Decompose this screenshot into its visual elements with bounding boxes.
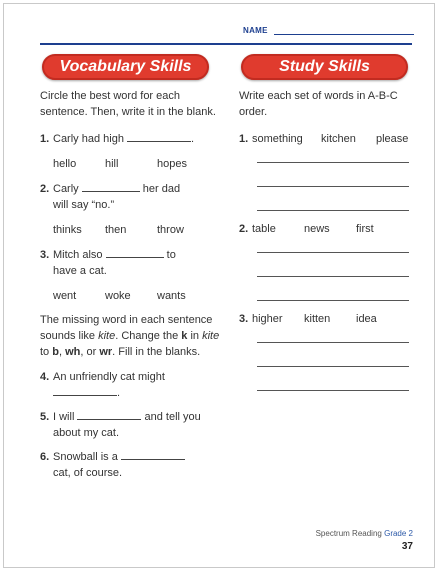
study-column xyxy=(239,88,414,391)
question-text: Snowball is a xyxy=(53,451,118,463)
vocab-question-2 xyxy=(40,181,220,213)
question-text-line2: will say “no.” xyxy=(53,199,115,211)
abc-word: kitchen xyxy=(321,133,356,145)
choice-word[interactable]: hello xyxy=(53,158,77,170)
answer-blank[interactable] xyxy=(121,449,185,460)
question-text-line2: cat, of course. xyxy=(53,467,123,479)
study-instructions: Write each set of words in A-B-C order. xyxy=(239,90,398,118)
word-choices xyxy=(40,222,220,238)
choice-word[interactable]: went xyxy=(53,290,77,302)
question-text: An unfriendly cat might xyxy=(53,371,165,383)
choice-word[interactable]: thinks xyxy=(53,224,82,236)
question-number: 2. xyxy=(40,183,50,195)
vocab-question-6 xyxy=(40,449,220,481)
abc-word: please xyxy=(376,133,409,145)
question-text: I will xyxy=(53,411,75,423)
question-text-line2: about my cat. xyxy=(53,427,120,439)
question-number: 1. xyxy=(239,133,249,145)
footer-brand: Spectrum Reading Grade 2 xyxy=(315,529,413,538)
page-number: 37 xyxy=(401,541,413,552)
choice-word[interactable]: throw xyxy=(157,224,184,236)
choice-word[interactable]: woke xyxy=(105,290,131,302)
name-label: NAME xyxy=(243,26,268,35)
study-question-2 xyxy=(239,221,414,237)
abc-word: first xyxy=(356,223,374,235)
vocab-question-1 xyxy=(40,131,220,147)
question-text-end: her dad xyxy=(142,183,181,195)
question-text-line2: have a cat. xyxy=(53,265,107,277)
question-number: 2. xyxy=(239,223,249,235)
choice-word[interactable]: hopes xyxy=(157,158,187,170)
word-choices xyxy=(40,156,220,172)
name-field xyxy=(243,26,414,35)
study-question-1 xyxy=(239,131,414,147)
vocab-instructions: Circle the best word for each sentence. Then, write it in the blank. xyxy=(40,90,216,118)
choice-word[interactable]: hill xyxy=(105,158,119,170)
abc-word: kitten xyxy=(304,313,331,325)
name-line[interactable] xyxy=(274,26,414,35)
study-skills-banner: Study Skills xyxy=(241,54,408,80)
question-number: 5. xyxy=(40,411,50,423)
vocab-question-5 xyxy=(40,409,220,441)
question-number: 3. xyxy=(40,249,50,261)
word-choices xyxy=(40,288,220,304)
answer-blank[interactable] xyxy=(53,385,117,396)
answer-blank[interactable] xyxy=(127,131,191,142)
abc-word: something xyxy=(252,133,303,145)
vocab-question-4 xyxy=(40,369,220,401)
question-number: 4. xyxy=(40,371,50,383)
abc-word: higher xyxy=(252,313,283,325)
vocab-question-3 xyxy=(40,247,220,279)
question-text: Mitch also xyxy=(53,249,103,261)
study-question-3 xyxy=(239,311,414,327)
abc-word: idea xyxy=(356,313,377,325)
abc-word: news xyxy=(304,223,330,235)
question-text-end: . xyxy=(191,133,195,145)
answer-blank[interactable] xyxy=(106,247,164,258)
question-number: 6. xyxy=(40,451,50,463)
choice-word[interactable]: wants xyxy=(157,290,186,302)
choice-word[interactable]: then xyxy=(105,224,127,236)
question-text: Carly had high xyxy=(53,133,124,145)
question-text: Carly xyxy=(53,183,79,195)
question-text-end: and tell you xyxy=(144,411,201,423)
rhyme-instructions: The missing word in each sentence sounds like kite. Change the k in kite to b, wh, or wr. Fill in the blanks. xyxy=(40,314,220,358)
question-text-end: . xyxy=(117,387,121,399)
question-number: 3. xyxy=(239,313,249,325)
abc-word: table xyxy=(252,223,276,235)
vocabulary-skills-banner: Vocabulary Skills xyxy=(42,54,209,80)
answer-blank[interactable] xyxy=(82,181,140,192)
answer-blank[interactable] xyxy=(77,409,141,420)
question-text-end: to xyxy=(166,249,176,261)
question-number: 1. xyxy=(40,133,50,145)
vocabulary-column xyxy=(40,88,220,481)
header-rule xyxy=(40,43,412,45)
answer-line[interactable] xyxy=(257,390,409,391)
